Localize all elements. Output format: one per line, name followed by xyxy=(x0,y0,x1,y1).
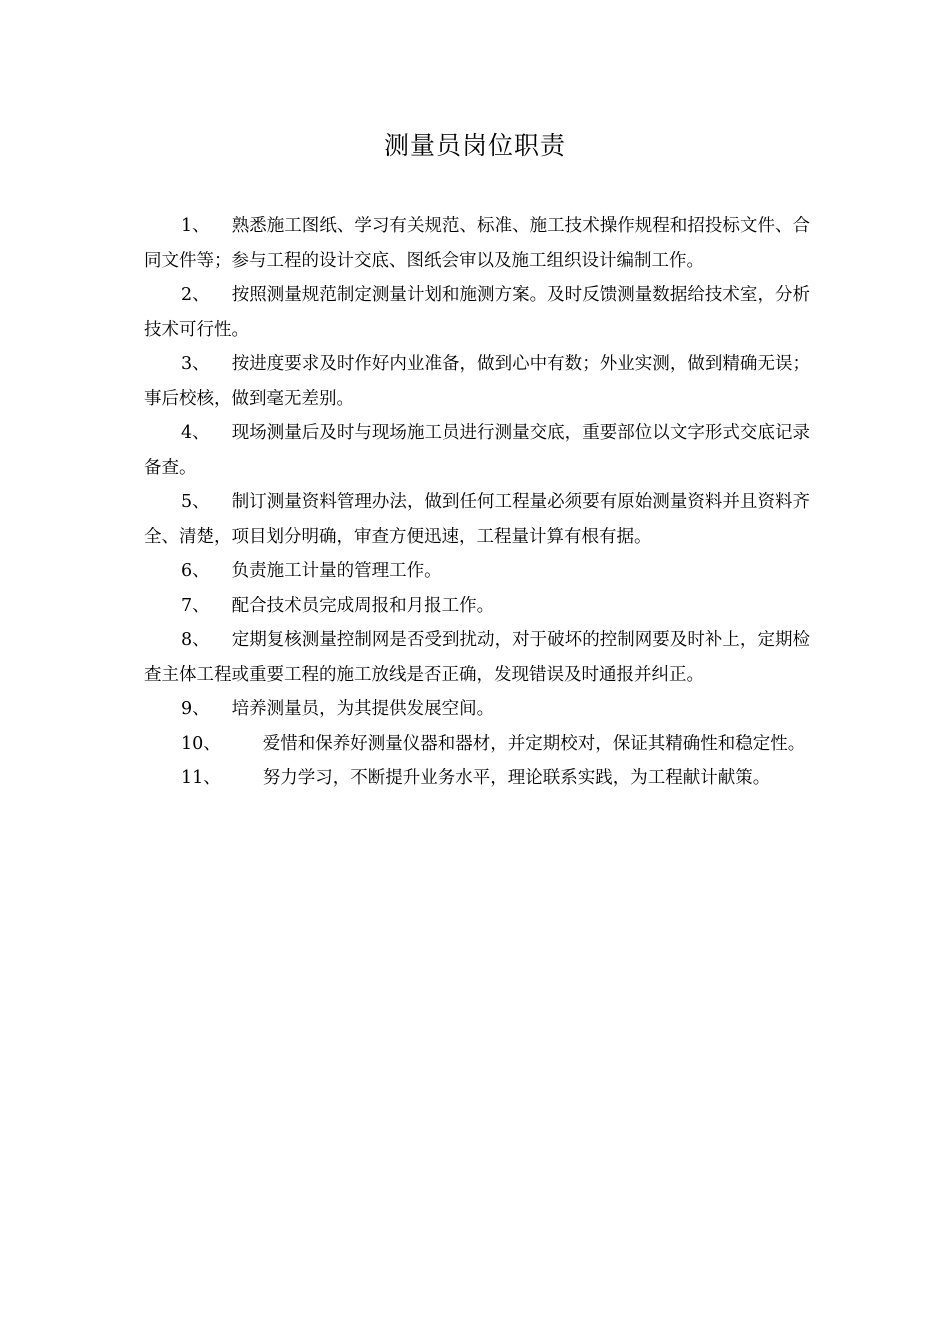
item-text: 熟悉施工图纸、学习有关规范、标准、施工技术操作规程和招投标文件、合同文件等；参与工程的设计交底、图纸会审以及施工组织设计编制工作。 xyxy=(144,216,810,271)
list-item xyxy=(144,278,810,347)
item-number: 9、 xyxy=(181,699,210,719)
item-number: 1、 xyxy=(181,216,210,236)
item-number: 7、 xyxy=(181,595,210,616)
item-number: 3、 xyxy=(181,354,210,374)
list-item xyxy=(144,692,810,727)
item-number: 11、 xyxy=(181,768,221,788)
item-text: 配合技术员完成周报和月报工作。 xyxy=(231,595,495,616)
list-item xyxy=(144,727,810,762)
item-number: 5、 xyxy=(181,492,210,512)
list-item xyxy=(144,623,810,692)
item-number: 2、 xyxy=(181,285,210,305)
item-text: 现场测量后及时与现场施工员进行测量交底，重要部位以文字形式交底记录备查。 xyxy=(144,423,810,478)
item-number: 10、 xyxy=(181,733,221,754)
item-number: 4、 xyxy=(181,423,210,443)
item-text: 培养测量员，为其提供发展空间。 xyxy=(231,699,495,719)
item-text: 按照测量规范制定测量计划和施测方案。及时反馈测量数据给技术室，分析技术可行性。 xyxy=(144,285,810,340)
item-number: 6、 xyxy=(181,561,210,581)
list-item xyxy=(144,347,810,416)
duty-list xyxy=(144,209,810,796)
item-text: 制订测量资料管理办法，做到任何工程量必须要有原始测量资料并且资料齐全、清楚，项目划分明确，审查方便迅速，工程量计算有根有据。 xyxy=(144,492,810,547)
item-number: 8、 xyxy=(181,630,210,650)
item-text: 爱惜和保养好测量仪器和器材，并定期校对，保证其精确性和稳定性。 xyxy=(262,733,806,754)
item-text: 负责施工计量的管理工作。 xyxy=(231,561,442,581)
list-item xyxy=(144,554,810,589)
list-item xyxy=(144,416,810,485)
item-text: 努力学习，不断提升业务水平，理论联系实践，为工程献计献策。 xyxy=(262,768,771,788)
list-item xyxy=(144,589,810,624)
item-text: 定期复核测量控制网是否受到扰动，对于破坏的控制网要及时补上，定期检查主体工程或重要工程的施工放线是否正确，发现错误及时通报并纠正。 xyxy=(144,630,810,685)
document-title: 测量员岗位职责 xyxy=(383,131,566,160)
list-item xyxy=(144,485,810,554)
list-item xyxy=(144,209,810,278)
list-item xyxy=(144,761,810,796)
item-text: 按进度要求及时作好内业准备，做到心中有数；外业实测，做到精确无误；事后校核，做到毫无差别。 xyxy=(144,354,810,409)
